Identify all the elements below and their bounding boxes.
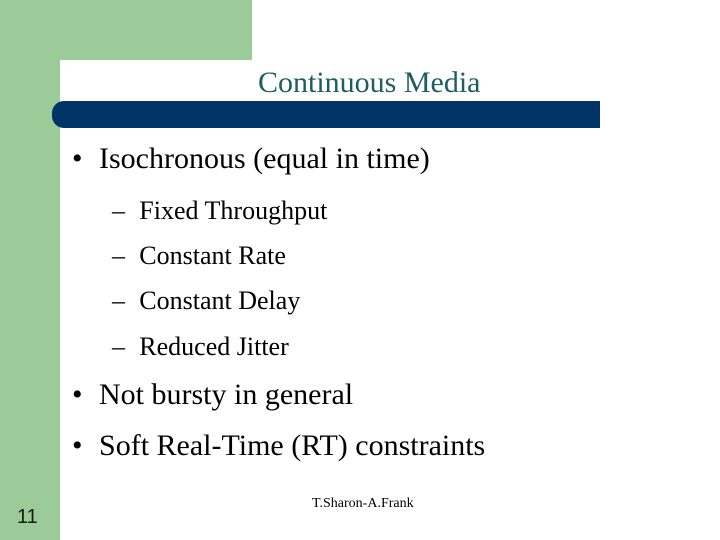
bullet-text: Isochronous (equal in time) — [99, 142, 430, 175]
bullet-marker: – — [112, 286, 125, 315]
sub-bullet-item — [112, 286, 300, 316]
rounded-corner-decoration — [60, 60, 100, 100]
bullet-item — [72, 142, 430, 176]
bullet-marker: – — [112, 332, 125, 361]
bullet-marker: • — [72, 429, 83, 462]
bullet-text: Reduced Jitter — [139, 332, 289, 361]
title-underline-bar — [52, 101, 600, 128]
sub-bullet-item — [112, 332, 289, 362]
sub-bullet-item — [112, 196, 327, 226]
left-green-band — [0, 0, 60, 540]
bullet-text: Constant Delay — [139, 286, 301, 315]
slide-title: Continuous Media — [258, 66, 481, 99]
bullet-text: Constant Rate — [139, 241, 286, 270]
bullet-text: Not bursty in general — [99, 378, 354, 411]
sub-bullet-item — [112, 241, 286, 271]
bullet-item — [72, 378, 353, 412]
bullet-text: Soft Real-Time (RT) constraints — [99, 429, 486, 462]
bullet-marker: – — [112, 241, 125, 270]
footer-author: T.Sharon-A.Frank — [312, 496, 414, 511]
slide-number: 11 — [17, 506, 38, 528]
bullet-marker: • — [72, 142, 83, 175]
bullet-text: Fixed Throughput — [139, 196, 328, 225]
top-green-block — [60, 0, 252, 60]
bullet-marker: – — [112, 196, 125, 225]
bullet-item — [72, 429, 485, 463]
bullet-marker: • — [72, 378, 83, 411]
